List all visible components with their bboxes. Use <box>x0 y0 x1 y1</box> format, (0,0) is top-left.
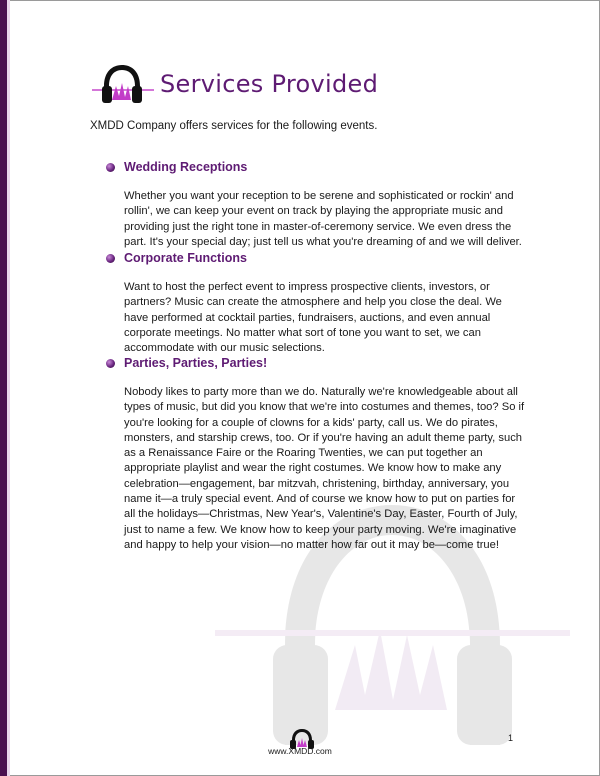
section-heading-text: Wedding Receptions <box>124 160 248 174</box>
page-number: 1 <box>508 733 514 743</box>
section-body: Want to host the perfect event to impress prospective clients, investors, or partners? Music can create the atmosphere and help you close the deal. We have performed at cocktail parties, fundraisers, auctions, and even annual corporate meetings. No matter what sort of tone you want to set, we can accommodate with our music selections. <box>124 281 502 355</box>
page-title: Services Provided <box>160 70 379 98</box>
bullet-icon <box>106 254 115 263</box>
footer-url: www.XMDD.com <box>268 746 332 756</box>
left-accent-band-light <box>7 0 10 776</box>
section-wedding-receptions <box>106 160 526 250</box>
section-parties <box>106 356 526 553</box>
section-body: Nobody likes to party more than we do. Naturally we're knowledgeable about all types of music, but did you know that we're into costumes and themes, too? So if you're looking for a couple of clowns for a kids' party, call us. We do pirates, monsters, and starship crews, too. Or if you're having an adult theme party, such as a Renaissance Faire or the Roaring Twenties, we can put together an appropriate playlist and wear the right costumes. We know how to make any celebration—engagement, bar mitzvah, christening, birthday, anniversary, you name it—a truly special event. And of course we know how to put on parties for all the holidays—Christmas, New Year's, Valentine's Day, Easter, Fourth of July, just to name a few. We know how to keep your party moving. We're imaginative and happy to help your vision—no matter how far out it may be—come true! <box>124 386 525 551</box>
section-body: Whether you want your reception to be serene and sophisticated or rockin' and rollin', we can keep your event on track by playing the appropriate music and providing just the right tone in master-of-ceremony service. We even dress the part. It's your special day; just tell us what you're dreaming of and we will deliver. <box>124 190 522 248</box>
section-corporate-functions <box>106 251 526 356</box>
section-heading-text: Parties, Parties, Parties! <box>124 356 268 370</box>
bullet-icon <box>106 359 115 368</box>
section-heading <box>106 356 526 370</box>
page-header <box>92 62 378 106</box>
bullet-icon <box>106 163 115 172</box>
section-heading <box>106 160 526 174</box>
section-heading <box>106 251 526 265</box>
headphones-logo-icon <box>92 62 154 106</box>
intro-paragraph: XMDD Company offers services for the following events. <box>90 120 378 132</box>
section-heading-text: Corporate Functions <box>124 251 247 265</box>
left-accent-band <box>0 0 7 776</box>
